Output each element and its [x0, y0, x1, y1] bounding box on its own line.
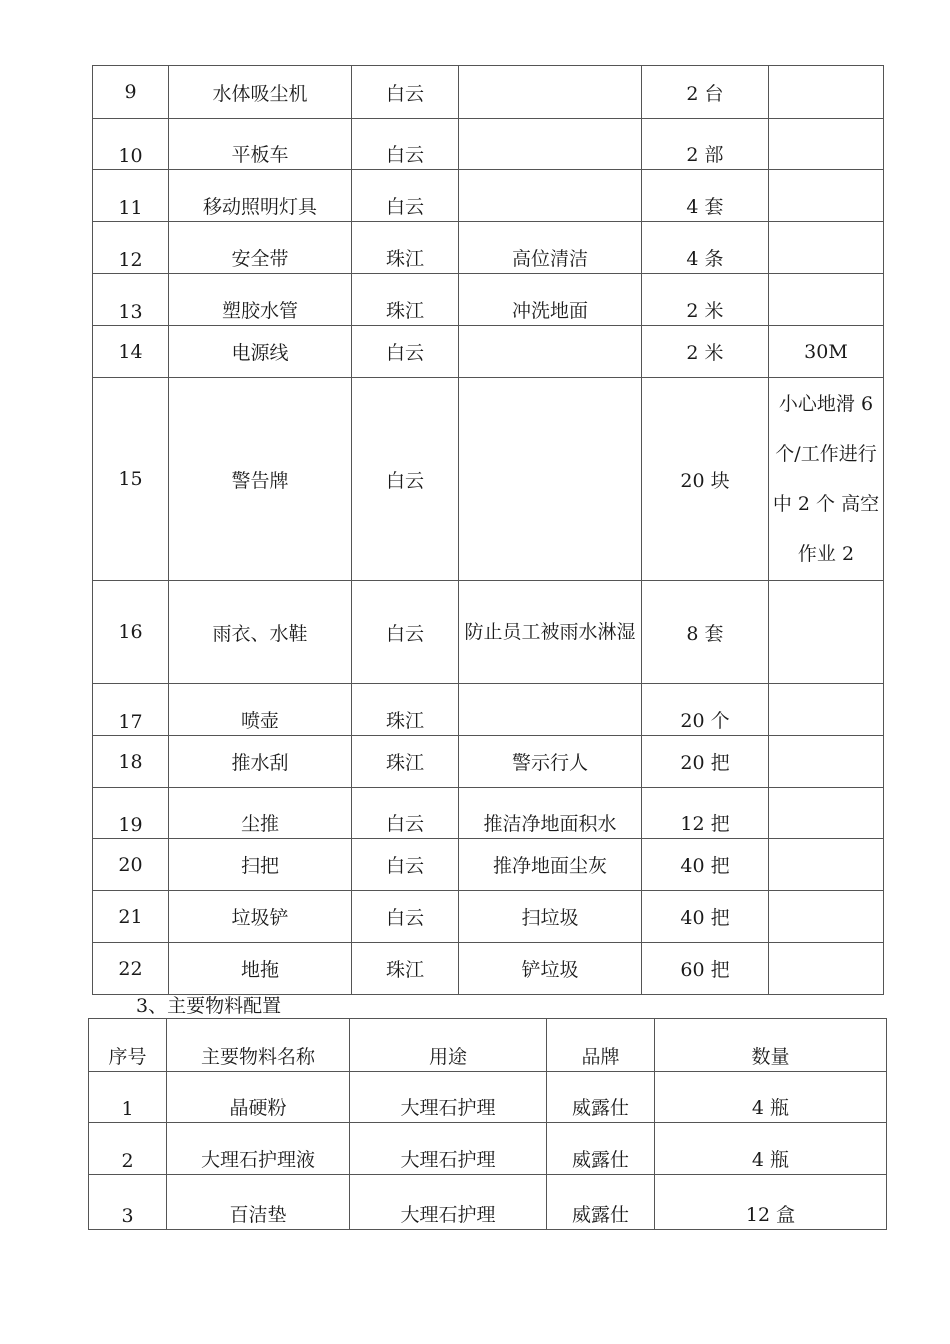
equipment-note	[769, 943, 884, 995]
equipment-quantity: 40 把	[642, 891, 769, 943]
row-number: 1	[89, 1072, 167, 1123]
equipment-use: 推净地面尘灰	[459, 839, 642, 891]
material-quantity: 4 瓶	[655, 1072, 887, 1123]
equipment-source: 白云	[352, 581, 459, 684]
equipment-quantity: 12 把	[642, 788, 769, 839]
row-number: 20	[93, 839, 169, 891]
equipment-source: 白云	[352, 119, 459, 170]
equipment-quantity: 40 把	[642, 839, 769, 891]
equipment-note	[769, 274, 884, 326]
table-row	[89, 1175, 887, 1230]
row-number: 2	[89, 1123, 167, 1175]
material-brand: 威露仕	[547, 1072, 655, 1123]
equipment-note	[769, 170, 884, 222]
equipment-source: 白云	[352, 326, 459, 378]
equipment-name: 垃圾铲	[169, 891, 352, 943]
equipment-name: 扫把	[169, 839, 352, 891]
table-row	[93, 326, 884, 378]
equipment-quantity: 20 块	[642, 378, 769, 581]
equipment-source: 白云	[352, 788, 459, 839]
equipment-quantity: 60 把	[642, 943, 769, 995]
table-row	[93, 891, 884, 943]
header-quantity: 数量	[655, 1019, 887, 1072]
row-number: 3	[89, 1175, 167, 1230]
table-row	[93, 943, 884, 995]
table-row	[93, 274, 884, 326]
row-number: 12	[93, 222, 169, 274]
equipment-use: 推洁净地面积水	[459, 788, 642, 839]
equipment-quantity: 20 个	[642, 684, 769, 736]
table-row	[93, 684, 884, 736]
section-heading: 3、主要物料配置	[136, 995, 282, 1017]
equipment-source: 珠江	[352, 943, 459, 995]
row-number: 14	[93, 326, 169, 378]
table-header-row	[89, 1019, 887, 1072]
table-row	[89, 1123, 887, 1175]
equipment-source: 珠江	[352, 274, 459, 326]
equipment-quantity: 20 把	[642, 736, 769, 788]
material-name: 晶硬粉	[167, 1072, 350, 1123]
equipment-quantity: 2 米	[642, 326, 769, 378]
equipment-use	[459, 170, 642, 222]
equipment-quantity: 8 套	[642, 581, 769, 684]
table-row	[89, 1072, 887, 1123]
row-number: 13	[93, 274, 169, 326]
equipment-source: 白云	[352, 378, 459, 581]
equipment-source: 珠江	[352, 222, 459, 274]
equipment-note	[769, 119, 884, 170]
material-use: 大理石护理	[350, 1072, 547, 1123]
material-use: 大理石护理	[350, 1175, 547, 1230]
equipment-note: 小心地滑 6 个/工作进行中 2 个 高空作业 2	[769, 378, 884, 581]
equipment-name: 水体吸尘机	[169, 66, 352, 119]
equipment-use	[459, 684, 642, 736]
equipment-quantity: 4 套	[642, 170, 769, 222]
table-row	[93, 788, 884, 839]
equipment-note	[769, 66, 884, 119]
equipment-note	[769, 839, 884, 891]
equipment-note	[769, 891, 884, 943]
table-row	[93, 736, 884, 788]
equipment-table	[92, 65, 884, 995]
equipment-name: 警告牌	[169, 378, 352, 581]
equipment-use	[459, 119, 642, 170]
row-number: 9	[93, 66, 169, 119]
row-number: 21	[93, 891, 169, 943]
material-brand: 威露仕	[547, 1123, 655, 1175]
row-number: 11	[93, 170, 169, 222]
header-number: 序号	[89, 1019, 167, 1072]
row-number: 19	[93, 788, 169, 839]
equipment-name: 塑胶水管	[169, 274, 352, 326]
equipment-source: 白云	[352, 891, 459, 943]
row-number: 17	[93, 684, 169, 736]
equipment-note	[769, 581, 884, 684]
equipment-quantity: 2 台	[642, 66, 769, 119]
equipment-name: 推水刮	[169, 736, 352, 788]
header-use: 用途	[350, 1019, 547, 1072]
row-number: 22	[93, 943, 169, 995]
header-brand: 品牌	[547, 1019, 655, 1072]
equipment-note	[769, 684, 884, 736]
equipment-name: 平板车	[169, 119, 352, 170]
row-number: 18	[93, 736, 169, 788]
equipment-source: 白云	[352, 839, 459, 891]
equipment-use: 冲洗地面	[459, 274, 642, 326]
table-row	[93, 119, 884, 170]
table-row	[93, 581, 884, 684]
equipment-quantity: 4 条	[642, 222, 769, 274]
equipment-name: 电源线	[169, 326, 352, 378]
material-quantity: 4 瓶	[655, 1123, 887, 1175]
material-quantity: 12 盒	[655, 1175, 887, 1230]
material-use: 大理石护理	[350, 1123, 547, 1175]
equipment-source: 白云	[352, 66, 459, 119]
equipment-use	[459, 378, 642, 581]
equipment-note: 30M	[769, 326, 884, 378]
materials-table	[88, 1018, 887, 1230]
table-row	[93, 839, 884, 891]
equipment-note	[769, 736, 884, 788]
equipment-source: 珠江	[352, 684, 459, 736]
equipment-source: 白云	[352, 170, 459, 222]
equipment-use: 高位清洁	[459, 222, 642, 274]
equipment-use: 警示行人	[459, 736, 642, 788]
table-row	[93, 222, 884, 274]
equipment-quantity: 2 米	[642, 274, 769, 326]
table-row	[93, 170, 884, 222]
equipment-name: 地拖	[169, 943, 352, 995]
row-number: 15	[93, 378, 169, 581]
material-name: 大理石护理液	[167, 1123, 350, 1175]
equipment-use	[459, 326, 642, 378]
row-number: 16	[93, 581, 169, 684]
equipment-name: 尘推	[169, 788, 352, 839]
equipment-name: 安全带	[169, 222, 352, 274]
equipment-note	[769, 222, 884, 274]
header-material-name: 主要物料名称	[167, 1019, 350, 1072]
equipment-name: 雨衣、水鞋	[169, 581, 352, 684]
equipment-name: 喷壶	[169, 684, 352, 736]
equipment-use	[459, 66, 642, 119]
equipment-use: 防止员工被雨水淋湿	[459, 581, 642, 684]
row-number: 10	[93, 119, 169, 170]
material-brand: 威露仕	[547, 1175, 655, 1230]
equipment-name: 移动照明灯具	[169, 170, 352, 222]
equipment-note	[769, 788, 884, 839]
table-row	[93, 378, 884, 581]
equipment-quantity: 2 部	[642, 119, 769, 170]
material-name: 百洁垫	[167, 1175, 350, 1230]
equipment-source: 珠江	[352, 736, 459, 788]
equipment-use: 铲垃圾	[459, 943, 642, 995]
table-row	[93, 66, 884, 119]
equipment-use: 扫垃圾	[459, 891, 642, 943]
